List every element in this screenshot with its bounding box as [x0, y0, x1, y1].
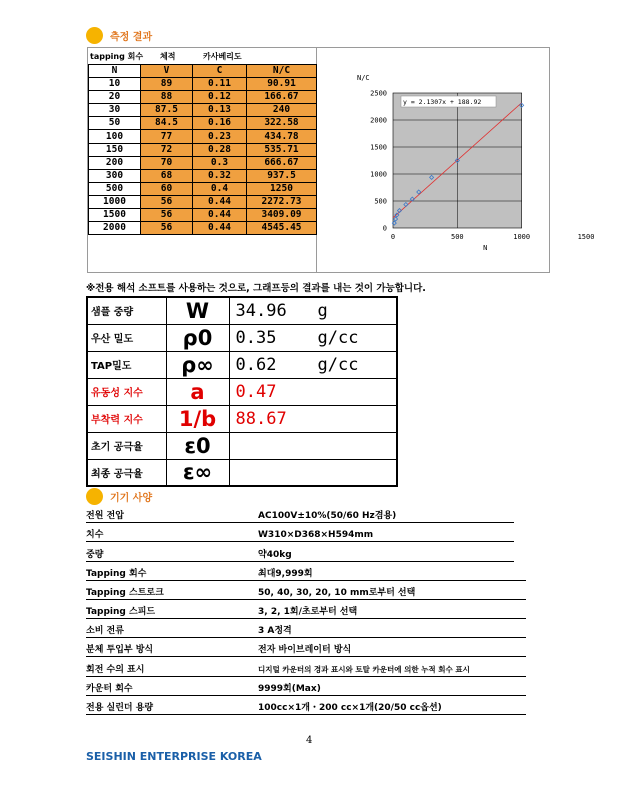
table-row — [89, 209, 317, 222]
spec-key: 카운터 회수 — [86, 684, 133, 694]
property-value: 88.67 — [235, 408, 287, 429]
table-cell: 0.32 — [193, 169, 247, 182]
table-cell: 0.4 — [193, 182, 247, 195]
table-row — [89, 169, 317, 182]
table-cell: 3409.09 — [247, 209, 317, 222]
property-unit: g/cc — [317, 327, 359, 348]
y-axis-label: N/C — [357, 74, 370, 82]
table-cell: 72 — [141, 143, 193, 156]
measurement-table — [88, 64, 317, 235]
measurement-title: 측정 결과 — [110, 32, 153, 43]
spec-underline — [86, 695, 526, 696]
spec-row — [86, 584, 526, 600]
spec-key: Tapping 회수 — [86, 569, 147, 579]
table-cell: 0.12 — [193, 91, 247, 104]
table-cell: 68 — [141, 169, 193, 182]
table-header-row — [89, 65, 317, 78]
company-name: SEISHIN ENTERPRISE KOREA — [86, 750, 262, 763]
table-cell: 0.28 — [193, 143, 247, 156]
table-cell: 0.44 — [193, 209, 247, 222]
spec-value: 50, 40, 30, 20, 10 mm로부터 선택 — [258, 588, 416, 598]
x-tick-label: 1000 — [513, 233, 531, 241]
x-tick-label: 500 — [451, 233, 464, 241]
table-cell: 2272.73 — [247, 195, 317, 208]
table-cell: 240 — [247, 104, 317, 117]
spec-key: Tapping 스피드 — [86, 607, 156, 617]
spec-key: Tapping 스트로크 — [86, 588, 164, 598]
bullet-dot-icon — [86, 27, 103, 44]
spec-value: 3 A정격 — [258, 626, 292, 636]
spec-underline — [86, 599, 526, 600]
table-cell: 0.44 — [193, 222, 247, 235]
property-value-cell — [229, 378, 397, 405]
spec-row — [86, 641, 526, 657]
x-tick-label: 1500 — [577, 233, 595, 241]
table-cell: 166.67 — [247, 91, 317, 104]
spec-row — [86, 661, 526, 677]
spec-value: 3, 2, 1회/초로부터 선택 — [258, 607, 358, 617]
property-value: 34.96 — [235, 300, 287, 321]
property-label: 샘플 중량 — [87, 297, 166, 324]
property-unit: g — [317, 300, 328, 321]
table-row — [89, 143, 317, 156]
table-row — [89, 104, 317, 117]
spec-row — [86, 622, 526, 638]
spec-key: 회전 수의 표시 — [86, 665, 145, 675]
property-label: 유동성 지수 — [87, 378, 166, 405]
spec-underline — [86, 580, 526, 581]
property-row — [87, 378, 397, 405]
spec-value: 전자 바이브레이터 방식 — [258, 645, 352, 655]
property-label: TAP밀도 — [87, 351, 166, 378]
table-cell: 1250 — [247, 182, 317, 195]
specs-title: 기기 사양 — [110, 493, 153, 504]
spec-underline — [86, 561, 514, 562]
table-row — [89, 156, 317, 169]
measurement-section-title — [86, 27, 152, 44]
spec-value: AC100V±10%(50/60 Hz겸용) — [258, 511, 397, 521]
column-header: C — [193, 65, 247, 78]
column-header: V — [141, 65, 193, 78]
software-note: ※전용 해석 소프트를 사용하는 것으로, 그래프등의 결과를 내는 것이 가능합니다. — [86, 283, 426, 294]
table-row — [89, 130, 317, 143]
measurement-block — [87, 47, 595, 273]
property-symbol: W — [166, 297, 229, 324]
column-header: N — [89, 65, 141, 78]
x-tick-label: 0 — [390, 233, 396, 241]
spec-value: 디지털 카운터의 경과 표시와 토탈 카운터에 의한 누적 회수 표시 — [258, 665, 470, 674]
table-cell: 56 — [141, 222, 193, 235]
spec-row — [86, 507, 526, 523]
table-cell: 500 — [89, 182, 141, 195]
property-row — [87, 432, 397, 459]
property-value-cell — [229, 459, 397, 486]
header-tapping: tapping 회수 — [90, 52, 144, 61]
spec-row — [86, 680, 526, 696]
table-cell: 100 — [89, 130, 141, 143]
y-tick-label: 1000 — [370, 170, 387, 179]
equation-label: y = 2.1307x + 188.92 — [403, 98, 482, 106]
property-value-cell — [229, 297, 397, 324]
table-cell: 30 — [89, 104, 141, 117]
spec-key: 중량 — [86, 550, 104, 560]
table-cell: 10 — [89, 78, 141, 91]
table-cell: 0.11 — [193, 78, 247, 91]
table-cell: 89 — [141, 78, 193, 91]
property-value-cell — [229, 324, 397, 351]
property-value: 0.47 — [235, 381, 277, 402]
spec-underline — [86, 618, 526, 619]
spec-value: W310×D368×H594mm — [258, 530, 374, 540]
property-symbol: ε0 — [166, 432, 229, 459]
table-cell: 56 — [141, 195, 193, 208]
spec-key: 소비 전류 — [86, 626, 124, 636]
table-cell: 84.5 — [141, 117, 193, 130]
table-cell: 0.23 — [193, 130, 247, 143]
property-symbol: ε∞ — [166, 459, 229, 486]
spec-key: 전용 실린더 용량 — [86, 703, 154, 713]
y-tick-label: 500 — [374, 197, 387, 206]
table-cell: 0.3 — [193, 156, 247, 169]
table-cell: 1000 — [89, 195, 141, 208]
table-cell: 20 — [89, 91, 141, 104]
property-symbol: a — [166, 378, 229, 405]
spec-underline — [86, 656, 526, 657]
spec-value: 100cc×1개・200 cc×1개(20/50 cc옵션) — [258, 703, 442, 713]
column-header: N/C — [247, 65, 317, 78]
table-cell: 2000 — [89, 222, 141, 235]
table-cell: 1500 — [89, 209, 141, 222]
y-tick-label: 2000 — [370, 116, 387, 125]
spec-value: 9999회(Max) — [258, 684, 321, 694]
spec-row — [86, 526, 526, 542]
property-row — [87, 459, 397, 486]
specs-section-title — [86, 488, 152, 505]
spec-underline — [86, 522, 514, 523]
x-axis-label: N — [483, 244, 488, 252]
table-cell: 88 — [141, 91, 193, 104]
table-cell: 77 — [141, 130, 193, 143]
table-cell: 60 — [141, 182, 193, 195]
table-cell: 535.71 — [247, 143, 317, 156]
spec-underline — [86, 541, 514, 542]
property-symbol: ρ0 — [166, 324, 229, 351]
table-row — [89, 91, 317, 104]
table-cell: 56 — [141, 209, 193, 222]
table-cell: 0.44 — [193, 195, 247, 208]
spec-key: 치수 — [86, 530, 104, 540]
spec-key: 분체 투입부 방식 — [86, 645, 154, 655]
table-cell: 434.78 — [247, 130, 317, 143]
property-row — [87, 405, 397, 432]
table-row — [89, 78, 317, 91]
property-value-cell — [229, 405, 397, 432]
property-value-cell — [229, 351, 397, 378]
property-label: 우산 밀도 — [87, 324, 166, 351]
table-cell: 4545.45 — [247, 222, 317, 235]
property-value: 0.35 — [235, 327, 277, 348]
table-cell: 666.67 — [247, 156, 317, 169]
table-cell: 0.13 — [193, 104, 247, 117]
property-symbol: ρ∞ — [166, 351, 229, 378]
property-label: 초기 공극율 — [87, 432, 166, 459]
y-tick-label: 1500 — [370, 143, 387, 152]
spec-row — [86, 565, 526, 581]
spec-row — [86, 699, 526, 715]
y-tick-label: 2500 — [370, 89, 387, 98]
spec-underline — [86, 676, 526, 677]
header-volume: 체적 — [160, 52, 176, 61]
spec-underline — [86, 637, 526, 638]
table-row — [89, 117, 317, 130]
table-cell: 300 — [89, 169, 141, 182]
table-caption-row — [88, 48, 316, 64]
spec-row — [86, 546, 526, 562]
property-value: 0.62 — [235, 354, 277, 375]
properties-table — [86, 296, 398, 487]
property-symbol: 1/b — [166, 405, 229, 432]
spec-underline — [86, 714, 526, 715]
property-row — [87, 351, 397, 378]
table-row — [89, 222, 317, 235]
spec-key: 전원 전압 — [86, 511, 124, 521]
y-tick-label: 0 — [382, 224, 387, 233]
table-cell: 50 — [89, 117, 141, 130]
spec-value: 약40kg — [258, 550, 292, 560]
property-label: 최종 공극율 — [87, 459, 166, 486]
header-kawakita: 카사베리도 — [203, 52, 242, 61]
table-row — [89, 195, 317, 208]
page-number: 4 — [306, 735, 313, 746]
property-unit: g/cc — [317, 354, 359, 375]
table-cell: 0.16 — [193, 117, 247, 130]
table-row — [89, 182, 317, 195]
spec-value: 최대9,999회 — [258, 569, 313, 579]
table-cell: 200 — [89, 156, 141, 169]
table-cell: 70 — [141, 156, 193, 169]
table-cell: 90.91 — [247, 78, 317, 91]
measurement-chart — [317, 48, 595, 272]
table-cell: 937.5 — [247, 169, 317, 182]
table-cell: 150 — [89, 143, 141, 156]
table-cell: 87.5 — [141, 104, 193, 117]
property-row — [87, 297, 397, 324]
bullet-dot-icon — [86, 488, 103, 505]
property-value-cell — [229, 432, 397, 459]
table-cell: 322.58 — [247, 117, 317, 130]
spec-row — [86, 603, 526, 619]
property-row — [87, 324, 397, 351]
property-label: 부착력 지수 — [87, 405, 166, 432]
